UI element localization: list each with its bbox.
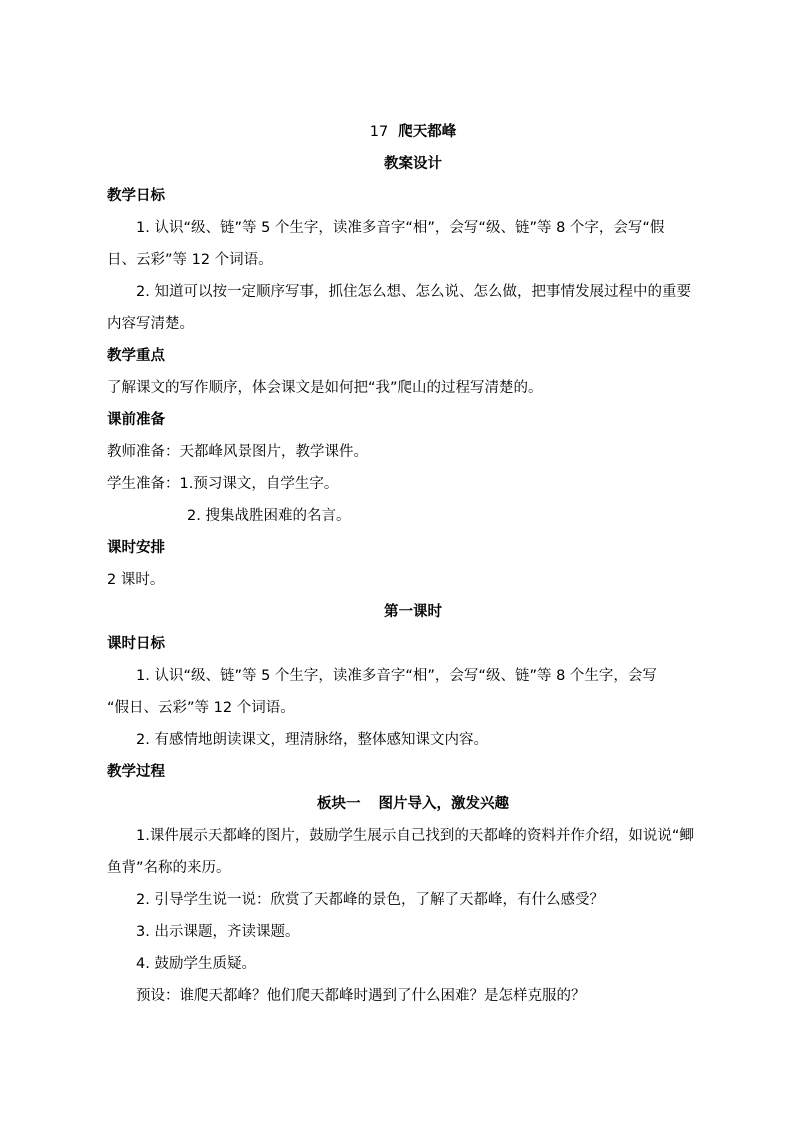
lesson-objectives-heading: 课时日标 xyxy=(107,636,165,652)
lesson-number: 17 xyxy=(369,124,389,140)
objective-line: 日、云彩”等 12 个词语。 xyxy=(107,252,273,268)
lesson-objective-item: 2. 有感情地朗读课文，理清脉络，整体感知课文内容。 xyxy=(136,732,488,748)
lesson-title xyxy=(107,116,719,148)
process-step: 2. 引导学生说一说：欣赏了天都峰的景色，了解了天都峰，有什么感受？ xyxy=(136,892,604,908)
objective-line: 1. 认识“级、链”等 5 个生字，读准多音字“相”，会写“级、链”等 8 个字，会写“假 xyxy=(136,220,665,236)
schedule-heading: 课时安排 xyxy=(107,540,165,556)
schedule-text: 2 课时。 xyxy=(107,572,165,588)
key-points-text: 了解课文的写作顺序，体会课文是如何把“我”爬山的过程写清楚的。 xyxy=(107,380,543,396)
process-heading: 教学过程 xyxy=(107,764,165,780)
process-step xyxy=(107,820,719,884)
process-step: 3. 出示课题，齐读课题。 xyxy=(136,924,300,940)
objective-item xyxy=(107,276,719,340)
objective-item xyxy=(107,212,719,276)
block-title-text: 图片导入，激发兴趣 xyxy=(378,796,509,812)
block-title xyxy=(107,788,719,820)
objective-line: 2. 知道可以按一定顺序写事，抓住怎么想、怎么说、怎么做，把事情发展过程中的重要 xyxy=(136,284,691,300)
lesson-objective-line: “假日、云彩”等 12 个词语。 xyxy=(107,700,295,716)
block-label: 板块一 xyxy=(317,796,361,812)
lesson-objective-item xyxy=(107,660,719,724)
objective-line: 内容写清楚。 xyxy=(107,316,194,332)
student-preparation-2: 2. 搜集战胜困难的名言。 xyxy=(187,508,351,524)
preparation-heading: 课前准备 xyxy=(107,412,165,428)
document-content xyxy=(107,116,719,1012)
key-points-heading: 教学重点 xyxy=(107,348,165,364)
objectives-heading: 教学日标 xyxy=(107,188,165,204)
teacher-preparation: 教师准备：天都峰风景图片，教学课件。 xyxy=(107,444,368,460)
student-preparation-1: 学生准备：1.预习课文，自学生字。 xyxy=(107,476,339,492)
lesson-title-text: 爬天都峰 xyxy=(398,124,457,140)
process-step-line: 1.课件展示天都峰的图片，鼓励学生展示自己找到的天都峰的资料并作介绍，如说说“鲫 xyxy=(136,828,694,844)
lesson-objective-line: 1. 认识“级、链”等 5 个生字，读准多音字“相”，会写“级、链”等 8 个生字，会写 xyxy=(136,668,657,684)
preset-text: 预设：谁爬天都峰？他们爬天都峰时遇到了什么困难？是怎样克服的？ xyxy=(136,988,586,1004)
process-step: 4. 鼓励学生质疑。 xyxy=(136,956,256,972)
process-step-line: 鱼背”名称的来历。 xyxy=(107,860,231,876)
document-subtitle: 教案设计 xyxy=(384,156,442,172)
first-lesson-heading: 第一课时 xyxy=(384,604,442,620)
